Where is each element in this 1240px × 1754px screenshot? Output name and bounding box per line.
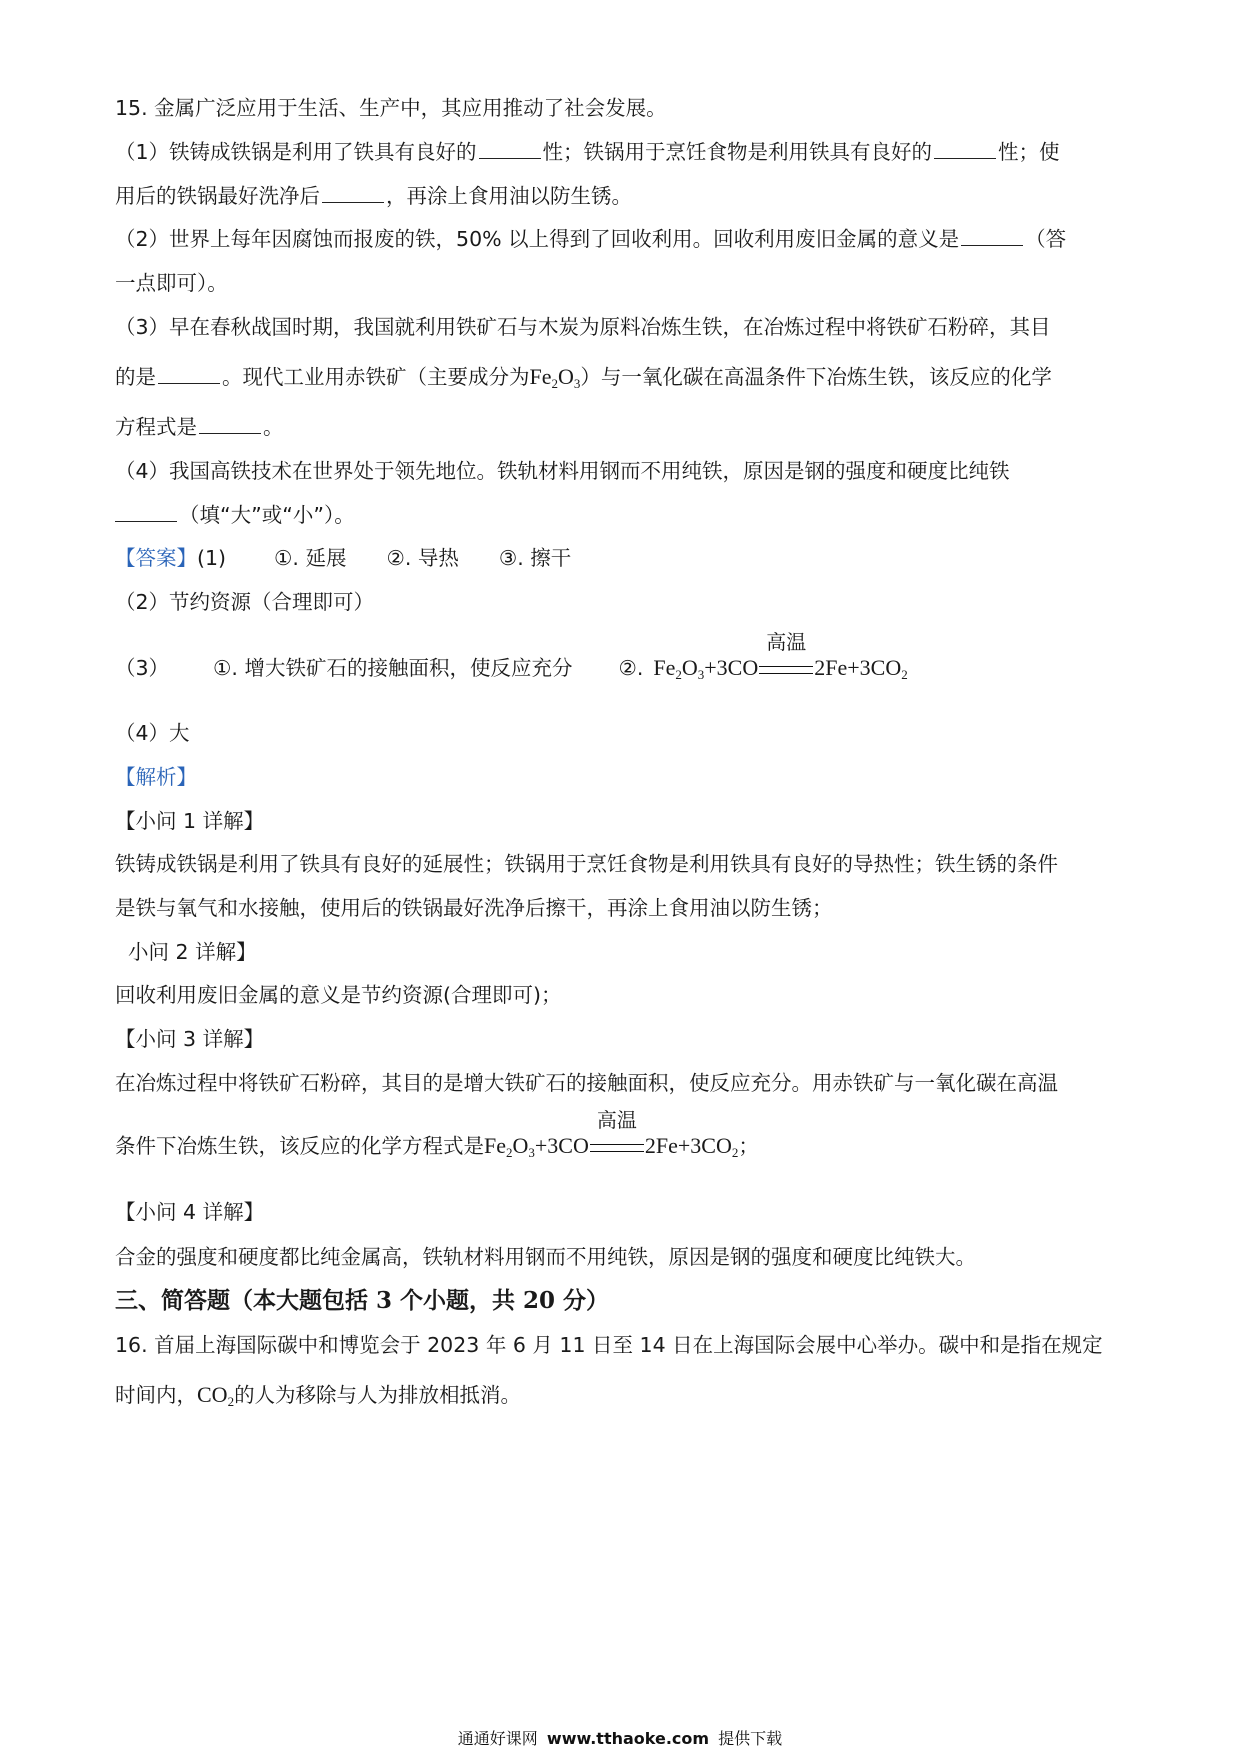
sub-question-3-heading: 【小问 3 详解】: [115, 1027, 265, 1051]
text: （填“大”或“小”）。: [179, 503, 355, 527]
text: ）与一氧化碳在高温条件下冶炼生铁，该反应的化学: [580, 365, 1052, 389]
sub-question-1-text-cont: 是铁与氧气和水接触，使用后的铁锅最好洗净后擦干，再涂上食用油以防生锈；: [115, 896, 833, 920]
sub-question-4-text: 合金的强度和硬度都比纯金属高，铁轨材料用钢而不用纯铁，原因是钢的强度和硬度比纯铁大。: [115, 1245, 976, 1269]
text: ，再涂上食用油以防生锈。: [386, 184, 632, 208]
footer-site-name: 通通好课网: [457, 1729, 538, 1748]
answer-line-4: （4）大: [115, 721, 190, 745]
text: 的人为移除与人为排放相抵消。: [234, 1383, 522, 1407]
text: （2）世界上每年因腐蚀而报废的铁，50% 以上得到了回收利用。回收利用废旧金属的意义是: [115, 227, 960, 251]
reaction-arrow: [589, 1108, 645, 1161]
chemical-equation: $Fe_2O_3+3CO$ 高温 $2Fe+3CO_2$: [653, 655, 907, 680]
text: 条件下冶炼生铁，该反应的化学方程式是: [115, 1134, 484, 1158]
text: 。: [263, 415, 284, 439]
question-15-part-2: [115, 224, 1125, 254]
sub-question-4-heading: 【小问 4 详解】: [115, 1200, 265, 1224]
analysis-label: 【解析】: [115, 765, 197, 789]
answer-blank: [479, 140, 541, 159]
formula-co2: $CO_2$: [197, 1382, 235, 1409]
question-15-stem: 15. 金属广泛应用于生活、生产中，其应用推动了社会发展。: [115, 96, 667, 120]
sub-question-1-text: 铁铸成铁锅是利用了铁具有良好的延展性；铁锅用于烹饪食物是利用铁具有良好的导热性；铁生锈的条件: [115, 852, 1058, 876]
reaction-condition: 高温: [596, 1108, 637, 1132]
text: 用后的铁锅最好洗净后: [115, 184, 320, 208]
chemical-equation: $Fe_2O_3+3CO$ 高温 $2Fe+3CO_2$: [484, 1133, 738, 1158]
answer-blank: [115, 503, 177, 522]
formula-fe2o3: $Fe_2O_3$: [529, 364, 581, 391]
text: 性；使: [998, 140, 1060, 164]
text: （答: [1025, 227, 1067, 251]
sub-question-2-text: 回收利用废旧金属的意义是节约资源(合理即可)；: [115, 983, 562, 1007]
question-15-part-1-cont: [115, 181, 1125, 211]
question-15-part-3-cont: [115, 362, 1125, 399]
answer-option: ①. 延展: [274, 546, 347, 570]
answer-label: 【答案】: [115, 546, 197, 570]
section-heading: 三、简答题（本大题包括 3 个小题，共 20 分）: [115, 1287, 610, 1314]
text: 的是: [115, 365, 156, 389]
page-footer: [0, 1726, 1240, 1749]
text: 方程式是: [115, 415, 197, 439]
sub-question-3-text: 在冶炼过程中将铁矿石粉碎，其目的是增大铁矿石的接触面积，使反应充分。用赤铁矿与一氧化碳在高温: [115, 1071, 1058, 1095]
question-15-part-4: （4）我国高铁技术在世界处于领先地位。铁轨材料用钢而不用纯铁，原因是钢的强度和硬度比纯铁: [115, 459, 1010, 483]
answer-blank: [934, 140, 996, 159]
text: 。现代工业用赤铁矿（主要成分为: [222, 365, 530, 389]
question-15-part-4-cont: [115, 500, 1125, 530]
answer-option: ①. 增大铁矿石的接触面积，使反应充分: [213, 656, 573, 680]
answer-line-2: （2）节约资源（合理即可）: [115, 590, 375, 614]
answer-blank: [199, 415, 261, 434]
question-15-part-3-end: [115, 412, 1125, 442]
answer-option: ②.: [618, 656, 644, 680]
reaction-condition: 高温: [766, 630, 807, 654]
sub-question-2-heading: 小问 2 详解】: [128, 940, 257, 964]
answer-blank: [322, 184, 384, 203]
answer-option: ③. 擦干: [498, 546, 572, 570]
footer-url[interactable]: www.tthaoke.com: [546, 1729, 710, 1748]
answer-line-1: [115, 543, 1125, 573]
answer-number: （3）: [115, 656, 170, 680]
question-16-stem-cont: [115, 1380, 1125, 1417]
text: （1）铁铸成铁锅是利用了铁具有良好的: [115, 140, 477, 164]
answer-option: ②. 导热: [386, 546, 459, 570]
answer-number: (1): [197, 546, 227, 570]
question-15-part-2-cont: 一点即可）。: [115, 271, 228, 295]
answer-blank: [961, 227, 1023, 246]
sub-question-1-heading: 【小问 1 详解】: [115, 809, 265, 833]
question-15-part-1: [115, 137, 1125, 167]
footer-text: 提供下载: [718, 1729, 783, 1748]
text: ；: [738, 1134, 759, 1158]
answer-blank: [158, 365, 220, 384]
text: 时间内，: [115, 1383, 197, 1407]
question-16-stem: 16. 首届上海国际碳中和博览会于 2023 年 6 月 11 日至 14 日在上海国际会展中心举办。碳中和是指在规定: [115, 1333, 1103, 1357]
answer-line-3: [115, 630, 1125, 690]
question-15-part-3: （3）早在春秋战国时期，我国就利用铁矿石与木炭为原料冶炼生铁，在冶炼过程中将铁矿石粉碎，其目: [115, 315, 1051, 339]
text: 性；铁锅用于烹饪食物是利用铁具有良好的: [542, 140, 933, 164]
sub-question-3-text-cont: [115, 1108, 1125, 1168]
reaction-arrow: [758, 630, 814, 683]
